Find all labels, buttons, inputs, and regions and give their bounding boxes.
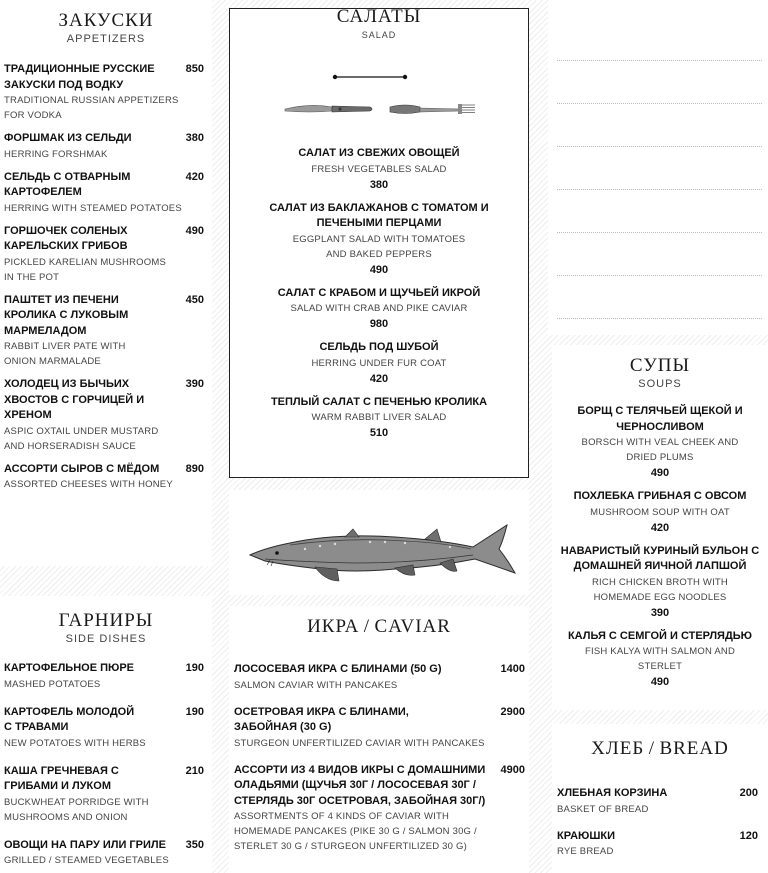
- item-name-ru: ОВОЩИ НА ПАРУ ИЛИ ГРИЛЕ: [4, 838, 166, 851]
- menu-item: [552, 489, 768, 536]
- item-name-ru: АССОРТИ СЫРОВ С МЁДОМ: [4, 462, 160, 475]
- item-name-en: BASKET OF BREAD: [557, 803, 649, 815]
- salads-section: [229, 8, 529, 478]
- salads-title: САЛАТЫ: [336, 6, 422, 27]
- item-name-en: MUSHROOM SOUP WITH OAT: [590, 506, 730, 518]
- item-name-ru: СЕЛЬДЬ ПОД ШУБОЙ: [319, 341, 439, 353]
- item-name-ru: КАША ГРЕЧНЕВАЯ С ГРИБАМИ И ЛУКОМ: [4, 764, 119, 792]
- menu-item: [234, 662, 525, 693]
- item-name-en: FRESH VEGETABLES SALAD: [311, 163, 447, 175]
- item-price: 380: [369, 178, 389, 191]
- item-name-en: HERRING FORSHMAK: [4, 148, 108, 160]
- item-name-en: RYE BREAD: [557, 846, 614, 857]
- item-name-en: BUCKWHEAT PORRIDGE WITH MUSHROOMS AND ONION: [4, 796, 149, 823]
- item-name-ru: КАРТОФЕЛЬНОЕ ПЮРЕ: [4, 662, 135, 674]
- item-name-ru: ХОЛОДЕЦ ИЗ БЫЧЬИХ ХВОСТОВ С ГОРЧИЦЕЙ И ХРЕНОМ: [4, 378, 145, 421]
- item-price: 380: [185, 132, 204, 144]
- item-price: 980: [369, 318, 389, 330]
- cutlery-divider-icon: [270, 69, 490, 129]
- menu-item: [234, 763, 525, 855]
- item-price: 1400: [500, 663, 525, 675]
- item-price: 210: [185, 764, 204, 777]
- item-name-ru: ОСЕТРОВАЯ ИКРА С БЛИНАМИ, ЗАБОЙНАЯ (30 G): [234, 705, 409, 733]
- bread-section: [552, 724, 768, 873]
- item-name-en: EGGPLANT SALAD WITH TOMATOES AND BAKED PEPPERS: [292, 233, 466, 260]
- item-price: 390: [185, 378, 204, 390]
- menu-item: [557, 786, 758, 817]
- soups-section: [552, 345, 768, 710]
- item-name-ru: БОРЩ С ТЕЛЯЧЬЕЙ ЩЕКОЙ И ЧЕРНОСЛИВОМ: [577, 405, 743, 433]
- dotted-line: [557, 146, 762, 147]
- caviar-title-en: CAVIAR: [374, 616, 451, 637]
- caviar-title-sep: /: [363, 616, 371, 637]
- item-price: 420: [369, 372, 389, 385]
- sturgeon-fish-icon: [245, 515, 525, 595]
- dotted-line: [557, 318, 762, 319]
- item-name-ru: ТРАДИЦИОННЫЕ РУССКИЕ ЗАКУСКИ ПОД ВОДКУ: [4, 63, 155, 91]
- item-name-en: MASHED POTATOES: [4, 678, 101, 690]
- menu-item: [230, 146, 528, 193]
- item-name-en: ASPIC OXTAIL UNDER MUSTARD AND HORSERADISH SAUCE: [4, 425, 159, 452]
- item-price: 4900: [500, 763, 525, 776]
- sides-subtitle: SIDE DISHES: [65, 633, 147, 645]
- item-name-ru: ПАШТЕТ ИЗ ПЕЧЕНИ КРОЛИКА С ЛУКОВЫМ МАРМЕЛАДОМ: [4, 293, 129, 337]
- menu-item: [4, 705, 204, 751]
- item-name-en: ASSORTED CHEESES WITH HONEY: [4, 479, 173, 490]
- menu-item: [230, 201, 528, 278]
- menu-item: [552, 629, 768, 691]
- menu-item: [230, 340, 528, 387]
- dotted-line: [557, 189, 762, 190]
- menu-item: [4, 838, 204, 869]
- soups-subtitle: SOUPS: [638, 378, 682, 390]
- item-name-en: STURGEON UNFERTILIZED CAVIAR WITH PANCAKES: [234, 737, 485, 749]
- dotted-line: [557, 103, 762, 104]
- menu-item: [4, 293, 204, 370]
- item-name-ru: ЛОСОСЕВАЯ ИКРА С БЛИНАМИ (50 G): [234, 663, 442, 675]
- menu-item: [4, 131, 204, 162]
- item-name-ru: ГОРШОЧЕК СОЛЕНЫХ КАРЕЛЬСКИХ ГРИБОВ: [4, 224, 128, 252]
- menu-item: [4, 462, 204, 493]
- item-price: 420: [650, 521, 670, 534]
- item-name-en: HERRING WITH STEAMED POTATOES: [4, 202, 182, 214]
- item-name-en: NEW POTATOES WITH HERBS: [4, 737, 146, 749]
- item-name-ru: САЛАТ ИЗ БАКЛАЖАНОВ С ТОМАТОМ И ПЕЧЕНЫМИ ПЕРЦАМИ: [269, 201, 489, 229]
- knife-icon: [285, 105, 372, 112]
- item-name-ru: САЛАТ С КРАБОМ И ЩУЧЬЕЙ ИКРОЙ: [277, 286, 481, 299]
- dotted-line: [557, 232, 762, 233]
- item-name-en: FISH KALYA WITH SALMON AND STERLET: [585, 646, 736, 672]
- item-name-en: GRILLED / STEAMED VEGETABLES: [4, 855, 169, 866]
- item-name-en: RABBIT LIVER PATE WITH ONION MARMALADE: [4, 341, 126, 367]
- item-name-ru: АССОРТИ ИЗ 4 ВИДОВ ИКРЫ С ДОМАШНИМИ ОЛАДЬЯМИ (ЩУЧЬЯ 30Г / ЛОСОСЕВАЯ 30Г / СТЕРЛЯДЬ 30Г ОСЕТРОВАЯ, ЗАБОЙНАЯ 30Г/): [234, 763, 486, 807]
- item-name-en: RICH CHICKEN BROTH WITH HOMEMADE EGG NOODLES: [591, 576, 728, 603]
- bread-title-en: BREAD: [659, 738, 729, 759]
- item-name-en: TRADITIONAL RUSSIAN APPETIZERS FOR VODKA: [4, 95, 179, 121]
- salads-subtitle: SALAD: [361, 30, 397, 40]
- menu-item: [552, 404, 768, 481]
- item-name-ru: ТЕПЛЫЙ САЛАТ С ПЕЧЕНЬЮ КРОЛИКА: [270, 395, 488, 408]
- menu-item: [4, 377, 204, 454]
- menu-item: [552, 544, 768, 621]
- appetizers-subtitle: APPETIZERS: [66, 33, 146, 45]
- dotted-line: [557, 60, 762, 61]
- sides-section: [0, 596, 212, 873]
- item-name-en: SALMON CAVIAR WITH PANCAKES: [234, 679, 398, 691]
- menu-item: [557, 829, 758, 860]
- menu-item: [234, 705, 525, 751]
- item-name-en: SALAD WITH CRAB AND PIKE CAVIAR: [290, 303, 468, 314]
- item-price: 510: [369, 427, 389, 439]
- item-name-en: ASSORTMENTS OF 4 KINDS OF CAVIAR WITH HOMEMADE PANCAKES (PIKE 30 G / SALMON 30G / STERLET 30 G / STURGEON UNFERTILIZED 30 G): [234, 811, 477, 852]
- fork-icon: [390, 104, 475, 114]
- item-price: 390: [650, 606, 670, 619]
- appetizers-title: ЗАКУСКИ: [58, 10, 154, 31]
- item-name-en: HERRING UNDER FUR COAT: [311, 357, 447, 369]
- item-name-ru: КАЛЬЯ С СЕМГОЙ И СТЕРЛЯДЬЮ: [567, 629, 753, 642]
- item-price: 190: [185, 662, 204, 674]
- menu-item: [230, 395, 528, 442]
- item-price: 190: [185, 705, 204, 718]
- dotted-line: [557, 275, 762, 276]
- item-name-en: WARM RABBIT LIVER SALAD: [311, 412, 447, 423]
- caviar-section: [229, 606, 529, 873]
- soups-title: СУПЫ: [629, 355, 691, 376]
- item-price: 420: [185, 170, 204, 183]
- item-name-ru: СЕЛЬДЬ С ОТВАРНЫМ КАРТОФЕЛЕМ: [4, 170, 131, 198]
- item-name-en: PICKLED KARELIAN MUSHROOMS IN THE POT: [4, 256, 166, 283]
- item-price: 490: [650, 676, 670, 688]
- bread-title-sep: /: [648, 738, 655, 759]
- item-price: 490: [650, 467, 670, 479]
- item-name-ru: ХЛЕБНАЯ КОРЗИНА: [557, 787, 668, 799]
- menu-item: [4, 764, 204, 825]
- item-price: 850: [185, 63, 204, 75]
- item-price: 2900: [500, 705, 525, 718]
- item-name-ru: КАРТОФЕЛЬ МОЛОДОЙ С ТРАВАМИ: [4, 705, 135, 733]
- caviar-title: ИКРА: [307, 616, 360, 637]
- item-price: 350: [185, 838, 204, 851]
- menu-item: [230, 286, 528, 333]
- item-price: 450: [185, 293, 204, 306]
- item-name-ru: НАВАРИСТЫЙ КУРИНЫЙ БУЛЬОН С ДОМАШНЕЙ ЯИЧНОЙ ЛАПШОЙ: [560, 544, 760, 572]
- sides-title: ГАРНИРЫ: [58, 610, 154, 631]
- item-name-ru: САЛАТ ИЗ СВЕЖИХ ОВОЩЕЙ: [298, 147, 460, 159]
- item-name-ru: ПОХЛЕБКА ГРИБНАЯ С ОВСОМ: [573, 490, 747, 502]
- item-name-ru: КРАЮШКИ: [557, 829, 616, 842]
- item-price: 890: [185, 462, 204, 475]
- item-price: 490: [185, 224, 204, 237]
- menu-item: [4, 62, 204, 123]
- item-price: 120: [739, 829, 758, 842]
- menu-item: [4, 170, 204, 216]
- appetizers-section: [0, 0, 212, 566]
- item-price: 490: [369, 263, 389, 276]
- item-name-en: BORSCH WITH VEAL CHEEK AND DRIED PLUMS: [581, 437, 739, 463]
- item-name-ru: ФОРШМАК ИЗ СЕЛЬДИ: [4, 132, 132, 144]
- notes-lines: [548, 0, 768, 335]
- menu-item: [4, 661, 204, 692]
- bread-title: ХЛЕБ: [591, 738, 645, 759]
- menu-item: [4, 224, 204, 285]
- item-price: 200: [739, 787, 758, 799]
